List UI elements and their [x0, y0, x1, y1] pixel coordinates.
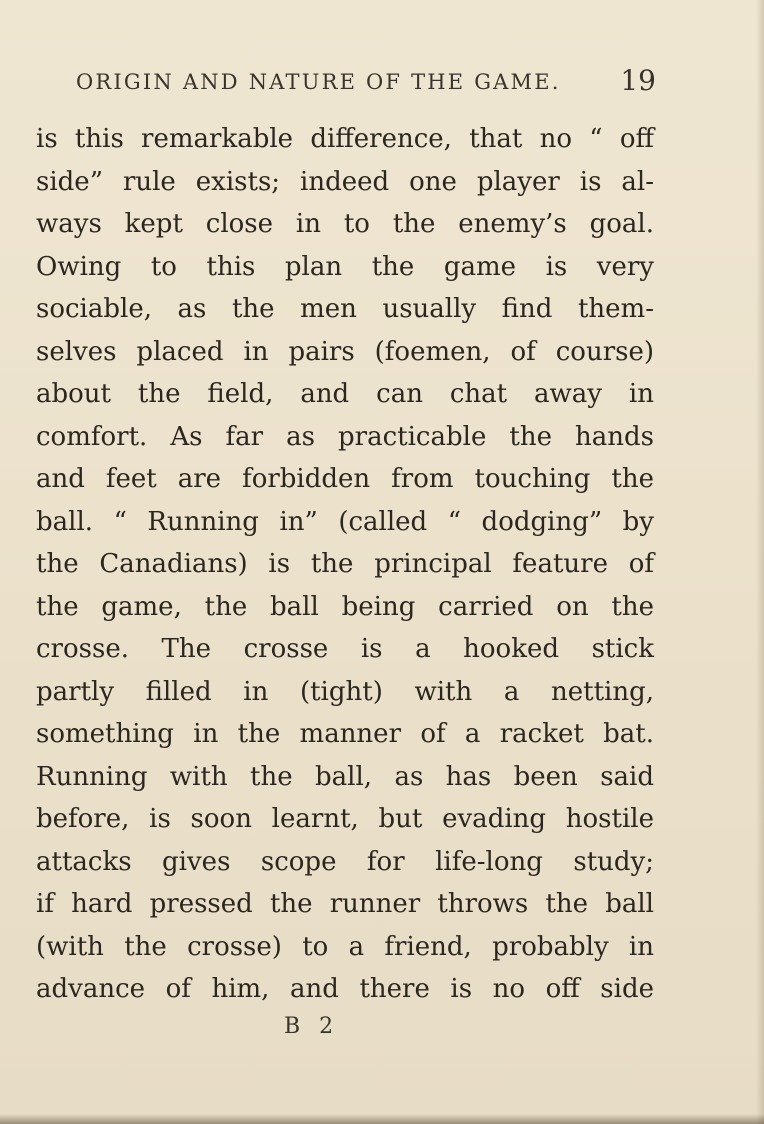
- text-line: the Canadians) is the principal feature of: [36, 549, 654, 579]
- text-line: side” rule exists; indeed one player is al-: [36, 166, 654, 197]
- running-header: [76, 64, 656, 104]
- page-edge-shadow: [756, 0, 764, 1124]
- text-line: (with the crosse) to a friend, probably in: [36, 931, 654, 962]
- text-line: something in the manner of a racket bat.: [36, 719, 654, 749]
- text-line: advance of him, and there is no off side: [36, 974, 654, 1004]
- text-line: sociable, as the men usually find them-: [36, 294, 654, 324]
- text-line: crosse. The crosse is a hooked stick: [36, 634, 654, 664]
- text-line: if hard pressed the runner throws the ball: [36, 889, 654, 919]
- text-line: Running with the ball, as has been said: [36, 761, 654, 792]
- body-text: [36, 118, 654, 1011]
- text-line: Owing to this plan the game is very: [36, 251, 654, 282]
- text-line: is this remarkable difference, that no “ off: [36, 124, 654, 154]
- text-line: comfort. As far as practicable the hands: [36, 421, 654, 452]
- signature-mark: B 2: [284, 1014, 340, 1039]
- text-line: ways kept close in to the enemy’s goal.: [36, 209, 654, 239]
- running-title: ORIGIN AND NATURE OF THE GAME.: [76, 70, 561, 94]
- text-line: selves placed in pairs (foemen, of course): [36, 336, 654, 367]
- text-line: before, is soon learnt, but evading hostile: [36, 804, 654, 834]
- text-line: the game, the ball being carried on the: [36, 591, 654, 622]
- text-line: ball. “ Running in” (called “ dodging” by: [36, 506, 654, 537]
- text-line: partly filled in (tight) with a netting,: [36, 676, 654, 707]
- text-line: attacks gives scope for life-long study;: [36, 846, 654, 877]
- page-number: 19: [620, 64, 656, 97]
- text-line: about the field, and can chat away in: [36, 379, 654, 409]
- page-bottom-shadow: [0, 1114, 764, 1124]
- text-line: and feet are forbidden from touching the: [36, 464, 654, 494]
